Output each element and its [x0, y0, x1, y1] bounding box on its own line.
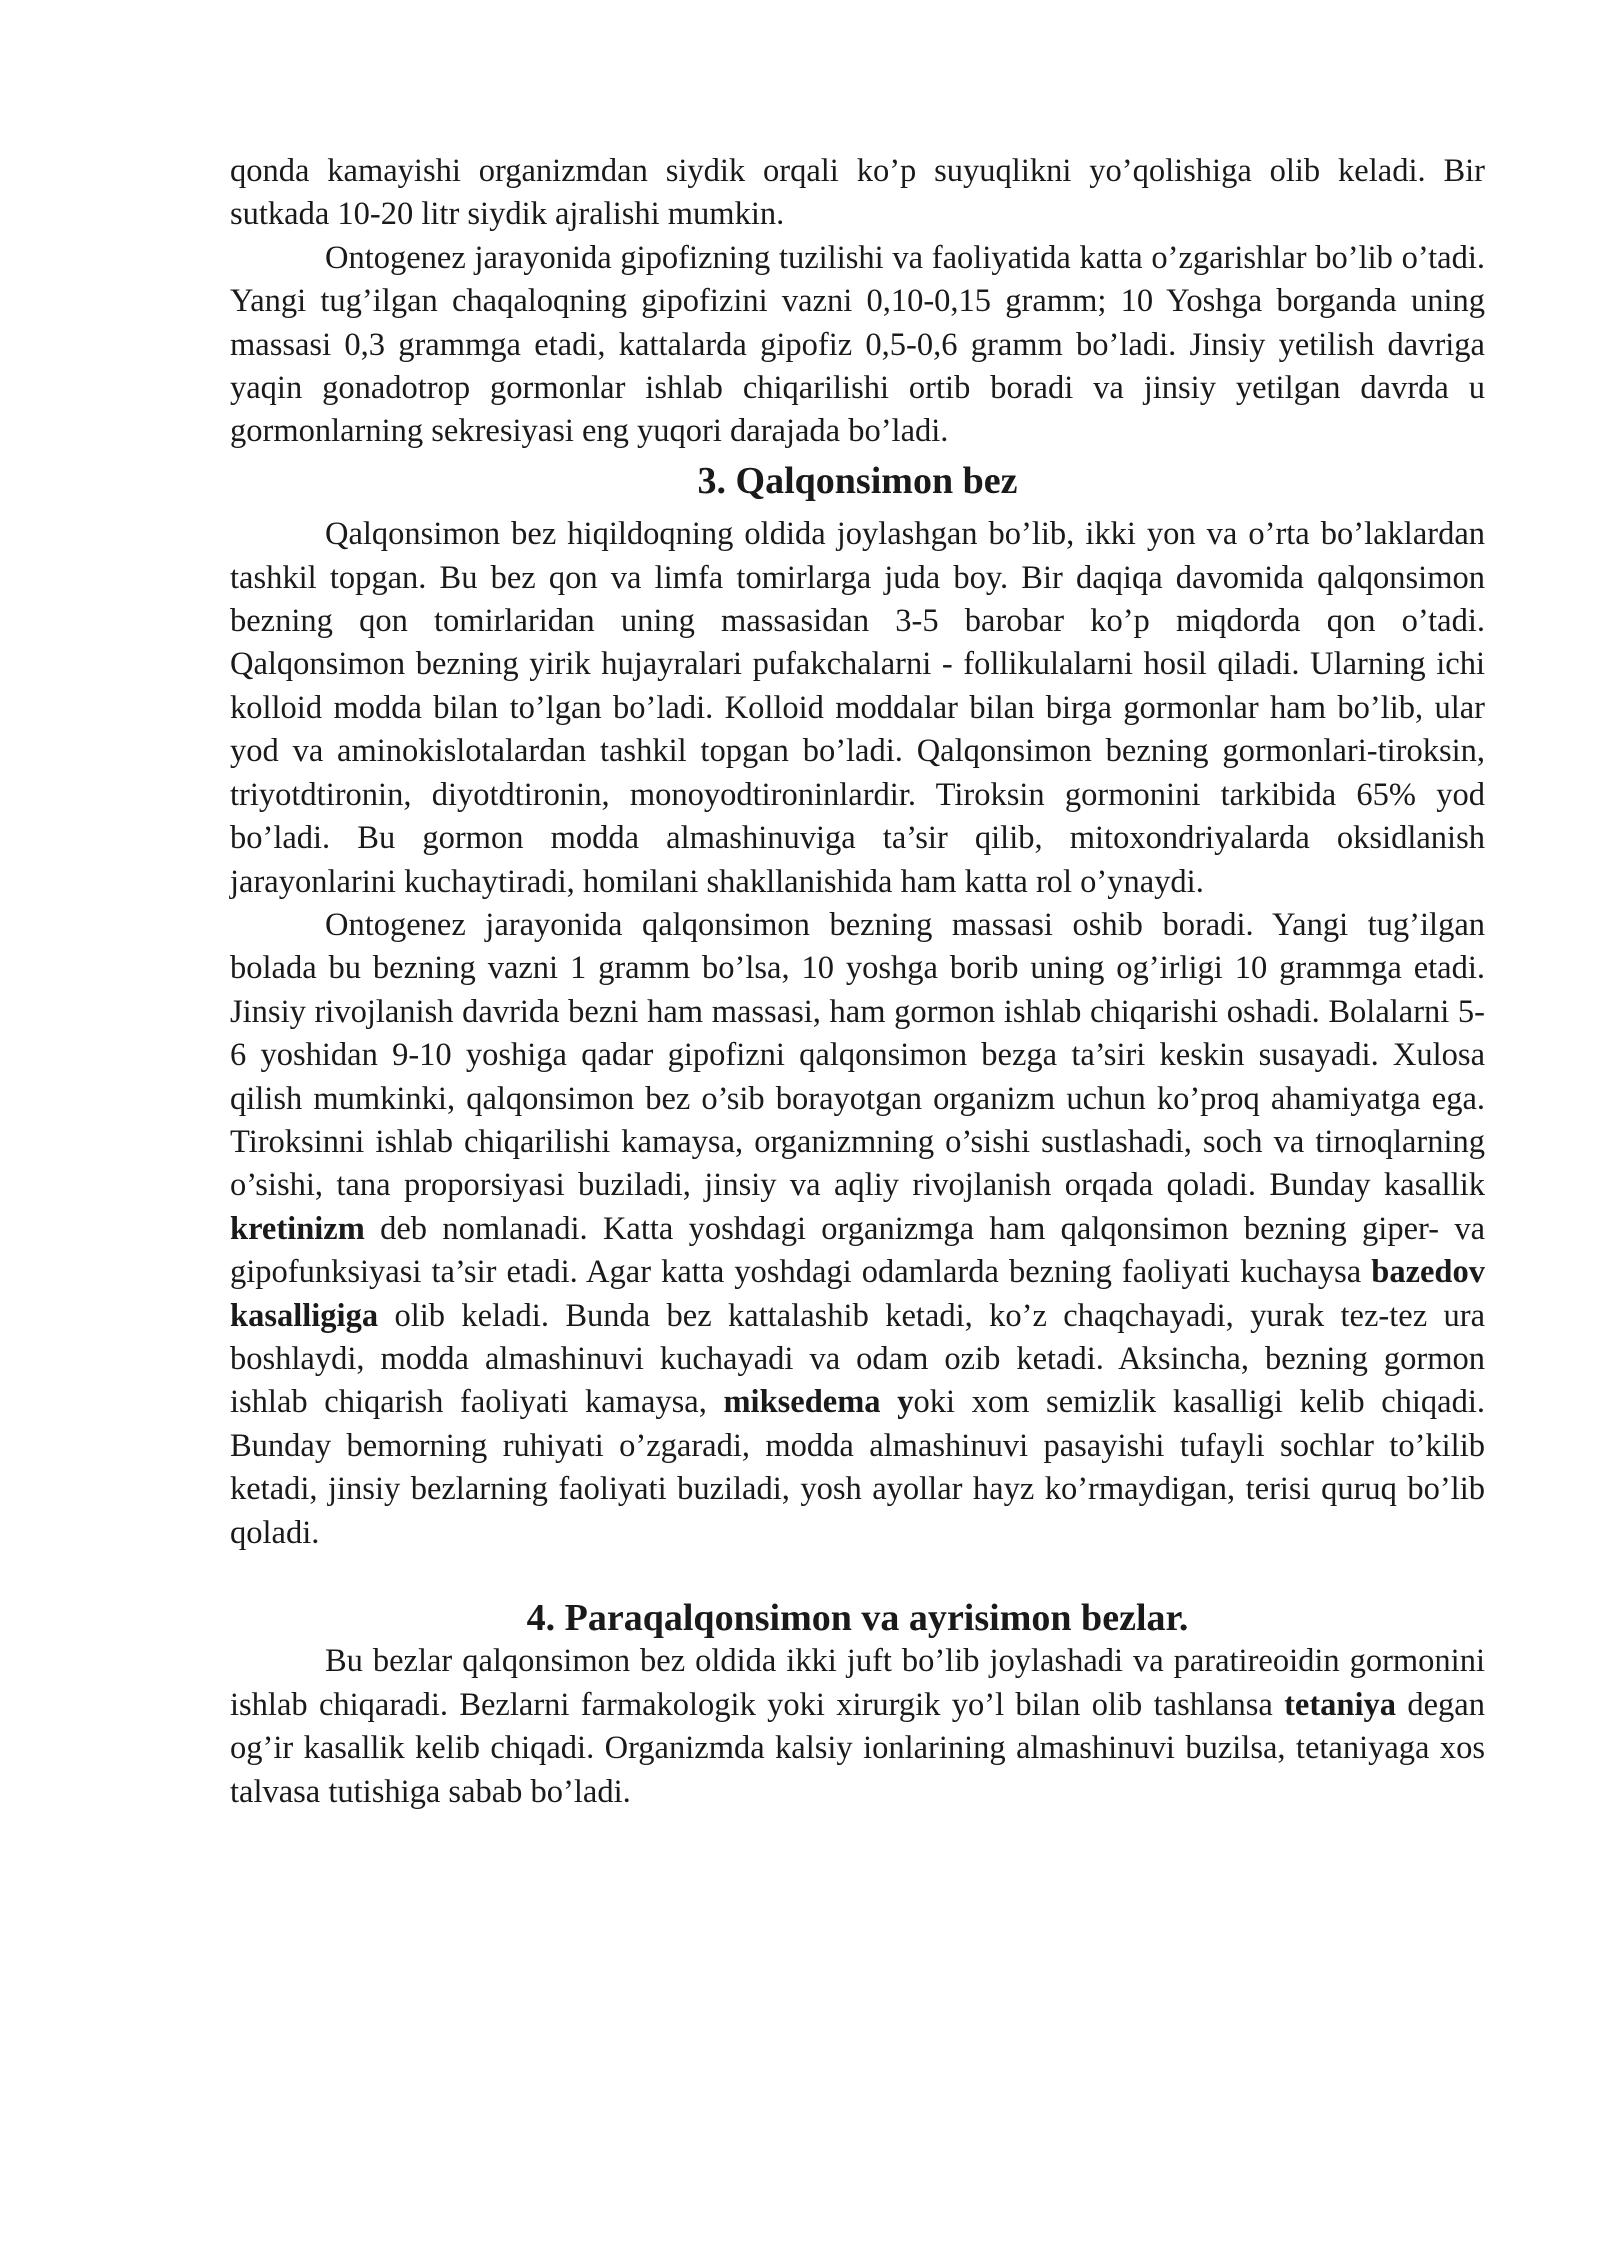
- bold-term-miksedema: miksedema y: [723, 1384, 914, 1421]
- text-run: deb nomlanadi. Katta yoshdagi organizmga ham qalqonsimon bezning giper- va gipofunksiyasi ta’sir etadi. Agar katta yoshdagi odamlarda bezning faoliyati kuchaysa: [230, 1210, 1485, 1291]
- paragraph-pituitary-ontogenesis: Ontogenez jarayonida gipofizning tuzilishi va faoliyatida katta o’zgarishlar bo’lib o’tadi. Yangi tug’ilgan chaqaloqning gipofizini vazni 0,10-0,15 gramm; 10 Yoshga borganda uning massasi 0,3 grammga etadi, kattalarda gipofiz 0,5-0,6 gramm bo’ladi. Jinsiy yetilish davriga yaqin gonadotrop gormonlar ishlab chiqarilishi ortib boradi va jinsiy yetilgan davrda u gormonlarning sekresiyasi eng yuqori darajada bo’ladi.: [230, 239, 1485, 450]
- paragraph-thyroid-ontogenesis: [230, 904, 1485, 1555]
- text-run: Ontogenez jarayonida qalqonsimon bezning massasi oshib boradi. Yangi tug’ilgan bolada bu bezning vazni 1 gramm bo’lsa, 10 yoshga borib uning og’irligi 10 grammga etadi. Jinsiy rivojlanish davrida bezni ham massasi, ham gormon ishlab chiqarishi oshadi. Bolalarni 5- 6 yoshidan 9-10 yoshiga qadar gipofizni qalqonsimon bezga ta’siri keskin susayadi. Xulosa qilish mumkinki, qalqonsimon bez o’sib borayotgan organizm uchun ko’proq ahamiyatga ega. Tiroksinni ishlab chiqarilishi kamaysa, organizmning o’sishi sustlashadi, soch va tirnoqlarning o’sishi, tana proporsiyasi buziladi, jinsiy va aqliy rivojlanish orqada qoladi. Bunday kasallik: [230, 906, 1485, 1204]
- text-run: Bu bezlar qalqonsimon bez oldida ikki juft bo’lib joylashadi va paratireoidin gormonini ishlab chiqaradi. Bezlarni farmakologik yoki xirurgik yo’l bilan olib tashlansa: [230, 1643, 1485, 1723]
- section-heading-parathyroid: 4. Paraqalqonsimon va ayrisimon bezlar.: [526, 1597, 1189, 1639]
- text-run: degan og’ir kasallik kelib chiqadi. Organizmda kalsiy ionlarining almashinuvi buzilsa, tetaniyaga xos talvasa tutishiga sabab bo’ladi.: [230, 1686, 1485, 1810]
- text-run: oki xom semizlik kasalligi kelib chiqadi. Bunday bemorning ruhiyati o’zgaradi, modda almashinuvi pasayishi tufayli sochlar to’kilib ketadi, jinsiy bezlarning faoliyati buziladi, yosh ayollar hayz ko’rmaydigan, terisi quruq bo’lib qoladi.: [230, 1384, 1485, 1551]
- bold-term-kretinizm: kretinizm: [230, 1210, 365, 1247]
- text-run: olib keladi. Bunda bez kattalashib ketadi, ko’z chaqchayadi, yurak tez-tez ura boshlaydi, modda almashinuvi kuchayadi va odam ozib ketadi. Aksincha, bezning gormon ishlab chiqarish faoliyati kamaysa,: [230, 1297, 1485, 1421]
- paragraph-urine-loss: qonda kamayishi organizmdan siydik orqali ko’p suyuqlikni yo’qolishiga olib keladi. Bir sutkada 10-20 litr siydik ajralishi mumkin.: [230, 153, 1485, 233]
- paragraph-thyroid-structure: Qalqonsimon bez hiqildoqning oldida joylashgan bo’lib, ikki yon va o’rta bo’laklardan tashkil topgan. Bu bez qon va limfa tomirlarga juda boy. Bir daqiqa davomida qalqonsimon bezning qon tomirlaridan uning massasidan 3-5 barobar ko’p miqdorda qon o’tadi. Qalqonsimon bezning yirik hujayralari pufakchalarni - follikulalarni hosil qiladi. Ularning ichi kolloid modda bilan to’lgan bo’ladi. Kolloid moddalar bilan birga gormonlar ham bo’lib, ular yod va aminokislotalardan tashkil topgan bo’ladi. Qalqonsimon bezning gormonlari-tiroksin, triyotdtironin, diyotdtironin, monoyodtironinlardir. Tiroksin gormonini tarkibida 65% yod bo’ladi. Bu gormon modda almashinuviga ta’sir qilib, mitoxondriyalarda oksidlanish jarayonlarini kuchaytiradi, homilani shakllanishida ham katta rol o’ynaydi.: [230, 516, 1485, 900]
- bold-term-bazedov: bazedov kasalligiga: [230, 1254, 1485, 1334]
- document-page: [230, 150, 1485, 1814]
- section-heading-thyroid: 3. Qalqonsimon bez: [697, 459, 1018, 502]
- section-spacer: [230, 1555, 1485, 1597]
- bold-term-tetaniya: tetaniya: [1284, 1686, 1397, 1723]
- paragraph-parathyroid: [230, 1640, 1485, 1814]
